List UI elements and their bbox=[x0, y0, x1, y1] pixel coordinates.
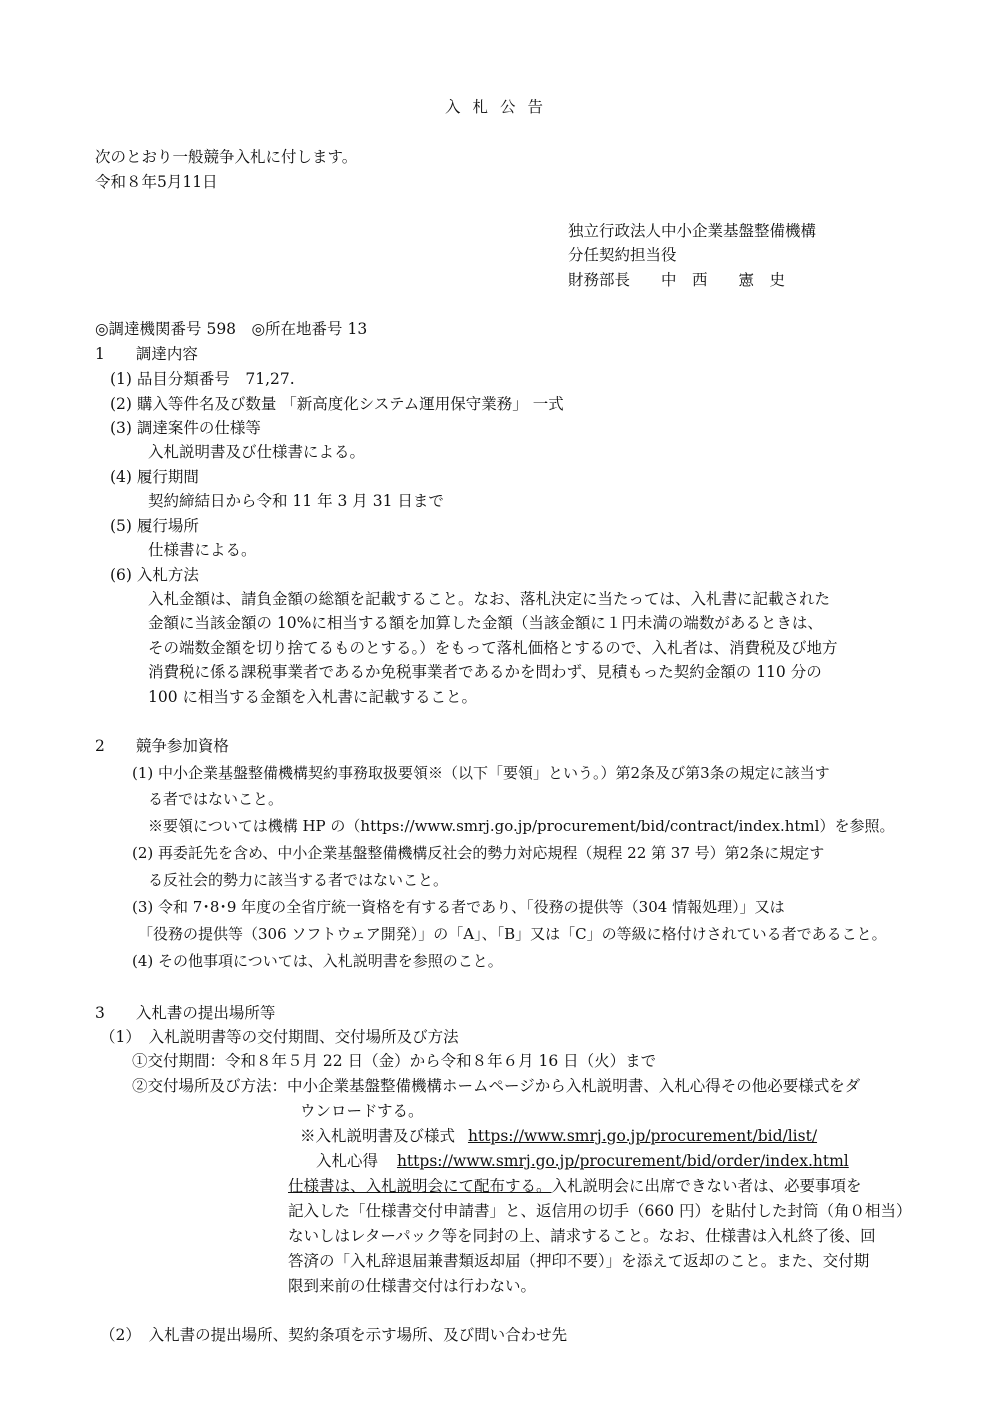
s1-item-6-line: その端数金額を切り捨てるものとする。）をもって落札価格とするので、入札者は、消費税及び地方 bbox=[148, 639, 838, 657]
s1-item-6-line: 消費税に係る課税事業者であるか免税事業者であるかを問わず、見積もった契約金額の 110 分の bbox=[148, 663, 822, 681]
s3-spec-line-3: ないしはレターパック等を同封の上、請求すること。なお、仕様書は入札終了後、回 bbox=[288, 1227, 876, 1245]
s1-item-1: (1) 品目分類番号 71,27. bbox=[110, 370, 295, 388]
s2-item-3-cont: 「役務の提供等（306 ソフトウェア開発）」の「A」、「B」又は「C」の等級に格付けされている者であること。 bbox=[138, 925, 887, 943]
s1-item-3-body: 入札説明書及び仕様書による。 bbox=[148, 443, 366, 461]
notice-date: 令和８年5月11日 bbox=[95, 173, 218, 191]
s1-item-4-body: 契約締結日から令和 11 年 3 月 31 日まで bbox=[148, 492, 444, 510]
s1-item-3: (3) 調達案件の仕様等 bbox=[110, 419, 261, 437]
s1-item-4: (4) 履行期間 bbox=[110, 468, 199, 486]
issuer-name: 財務部長 中 西 憲 史 bbox=[568, 271, 786, 289]
s1-item-2: (2) 購入等件名及び数量 「新高度化システム運用保守業務」 一式 bbox=[110, 395, 564, 413]
s3-docs-label: ※入札説明書及び様式 bbox=[300, 1127, 456, 1145]
s3-spec-line-2: 記入した「仕様書交付申請書」と、返信用の切手（660 円）を貼付した封筒（角０相当） bbox=[288, 1202, 912, 1220]
s1-item-6-line: 100 に相当する金額を入札書に記載すること。 bbox=[148, 688, 478, 706]
s1-item-6: (6) 入札方法 bbox=[110, 566, 199, 584]
s2-item-1-cont: る者ではないこと。 bbox=[148, 790, 284, 808]
s2-item-2-cont: る反社会的勢力に該当する者ではないこと。 bbox=[148, 871, 449, 889]
intro-text: 次のとおり一般競争入札に付します。 bbox=[95, 148, 358, 166]
s3-spec-line-4: 答済の「入札辞退届兼書類返却届（押印不要）」を添えて返却のこと。また、交付期 bbox=[288, 1252, 870, 1270]
section-2-heading: 2 競争参加資格 bbox=[95, 737, 229, 755]
s1-item-5-body: 仕様書による。 bbox=[148, 541, 257, 559]
s1-item-6-line: 金額に当該金額の 10%に相当する額を加算した金額（当該金額に１円未満の端数があるときは、 bbox=[148, 614, 823, 632]
s3-rules-label: 入札心得 bbox=[316, 1152, 379, 1170]
section-3-heading: 3 入札書の提出場所等 bbox=[95, 1004, 276, 1022]
document-title: 入札公告 bbox=[444, 98, 555, 116]
s3-spec-rest: 入札説明会に出席できない者は、必要事項を bbox=[551, 1177, 862, 1195]
s3-item-1-method: ②交付場所及び方法：中小企業基盤整備機構ホームページから入札説明書、入札心得その他必要様式をダ bbox=[132, 1077, 861, 1095]
s1-item-5: (5) 履行場所 bbox=[110, 517, 199, 535]
s1-item-6-line: 入札金額は、請負金額の総額を記載すること。なお、落札決定に当たっては、入札書に記載された bbox=[148, 590, 831, 608]
s2-item-4: (4) その他事項については、入札説明書を参照のこと。 bbox=[132, 952, 503, 970]
s2-item-2: (2) 再委託先を含め、中小企業基盤整備機構反社会的勢力対応規程（規程 22 第 37 号）第2条に規定す bbox=[132, 844, 825, 862]
s3-spec-line-1 bbox=[288, 1177, 862, 1196]
s3-item-1-method-cont: ウンロードする。 bbox=[300, 1102, 424, 1120]
s3-docs-url-link[interactable]: https://www.smrj.go.jp/procurement/bid/list/ bbox=[467, 1127, 818, 1145]
s3-rules-url-link[interactable]: https://www.smrj.go.jp/procurement/bid/order/index.html bbox=[396, 1152, 849, 1170]
issuer-role: 分任契約担当役 bbox=[568, 246, 677, 264]
s2-item-1: (1) 中小企業基盤整備機構契約事務取扱要領※（以下「要領」という。）第2条及び第3条の規定に該当す bbox=[132, 764, 830, 782]
section-1-heading: 1 調達内容 bbox=[95, 345, 198, 363]
agency-codes: ◎調達機関番号 598 ◎所在地番号 13 bbox=[95, 320, 368, 338]
s2-item-3: (3) 令和 7･8･9 年度の全省庁統一資格を有する者であり、「役務の提供等（304 情報処理）」又は bbox=[132, 898, 785, 916]
s2-item-1-note: ※要領については機構 HP の（https://www.smrj.go.jp/procurement/bid/contract/index.html）を参照。 bbox=[148, 817, 895, 835]
s3-item-2: （2） 入札書の提出場所、契約条項を示す場所、及び問い合わせ先 bbox=[100, 1326, 568, 1344]
s3-docs-link-row bbox=[300, 1127, 817, 1146]
s3-spec-underlined: 仕様書は、入札説明会にて配布する。 bbox=[288, 1177, 552, 1195]
s3-item-1: （1） 入札説明書等の交付期間、交付場所及び方法 bbox=[100, 1028, 459, 1046]
s3-spec-line-5: 限到来前の仕様書交付は行わない。 bbox=[288, 1277, 537, 1295]
issuer-org: 独立行政法人中小企業基盤整備機構 bbox=[568, 222, 817, 240]
s3-item-1-period: ①交付期間：令和８年５月 22 日（金）から令和８年６月 16 日（火）まで bbox=[132, 1052, 657, 1070]
s3-rules-link-row bbox=[316, 1152, 849, 1171]
